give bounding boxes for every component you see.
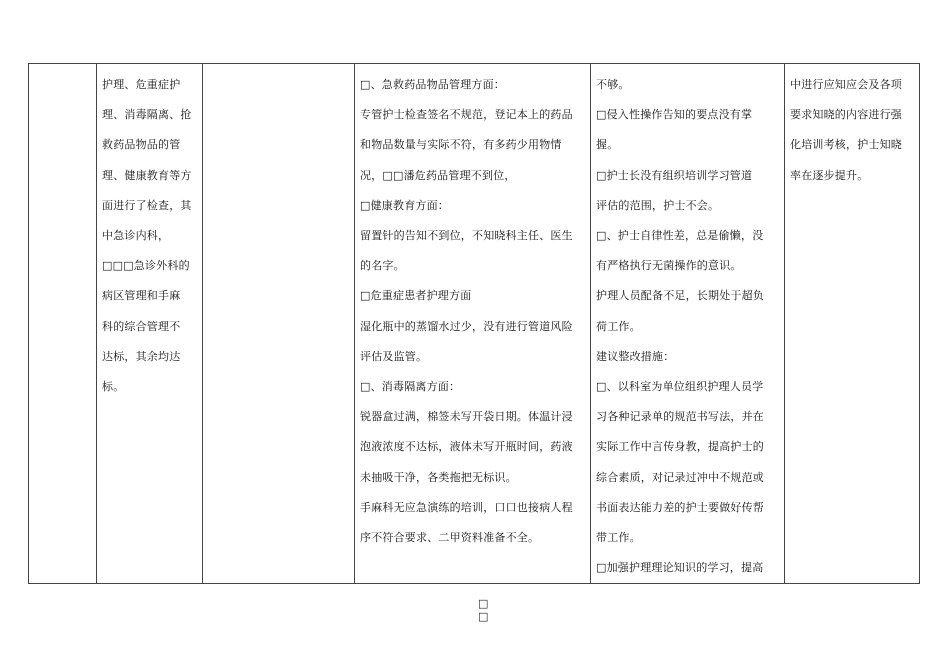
text-line: 序不符合要求、二甲资料准备不全。: [360, 531, 540, 545]
cell-empty: [203, 64, 355, 584]
text-line: 面进行了检查，其: [102, 198, 192, 212]
page-footer: [478, 597, 488, 623]
text-line: 未抽吸干净，各类拖把无标识。: [360, 470, 517, 484]
text-line: 中急诊内科，: [102, 229, 170, 243]
text-line: 标。: [102, 380, 125, 394]
text-line: □护士长没有组织培训学习管道: [596, 168, 753, 182]
text-line: 留置针的告知不到位，不知晓科主任、医生: [360, 229, 573, 243]
text-line: 和物品数量与实际不符，有多药少用物情: [360, 138, 562, 152]
text-line: □健康教育方面：: [360, 198, 449, 212]
text-line: 评估的范围，护士不会。: [596, 198, 720, 212]
text-line: □、护士自律性差，总是偷懒，没: [596, 229, 764, 243]
text-line: 护理人员配备不足，长期处于超负: [596, 289, 764, 303]
text-line: 不够。: [596, 78, 630, 91]
table-row: [29, 64, 920, 584]
cell-results: [785, 64, 920, 584]
footer-mark: □: [478, 597, 489, 610]
text-line: 书面表达能力差的护士要做好传帮: [596, 500, 764, 514]
cell-inspection-summary: [97, 64, 203, 584]
text-line: □□□急诊外科的: [102, 259, 190, 273]
text-line: □侵入性操作告知的要点没有掌: [596, 108, 753, 122]
text-line: 救药品物品的管: [102, 138, 181, 152]
text-line: 带工作。: [596, 531, 641, 545]
text-line: 科的综合管理不: [102, 319, 181, 333]
text-line: □、消毒隔离方面：: [360, 380, 461, 394]
text-line: 专管护士检查签名不规范，登记本上的药品: [360, 108, 573, 122]
text-line: 护理、危重症护: [102, 78, 181, 91]
text-line: 率在逐步提升。: [790, 168, 869, 182]
text-line: 锐器盒过满，棉签未写开袋日期。体温计浸: [360, 410, 573, 424]
cell-problems-found: [355, 64, 591, 584]
text-line: 况，□□潘危药品管理不到位，: [360, 168, 516, 182]
text-line: 评估及监管。: [360, 349, 428, 363]
text-line: 手麻科无应急演练的培训，口口也接病人程: [360, 500, 573, 514]
text-line: 建议整改措施：: [596, 349, 675, 363]
text-line: 荷工作。: [596, 319, 641, 333]
text-line: □危重症患者护理方面: [360, 289, 472, 303]
cell-department: [29, 64, 97, 584]
text-line: 达标，其余均达: [102, 349, 181, 363]
text-line: 握。: [596, 138, 619, 152]
text-line: 病区管理和手麻: [102, 289, 181, 303]
text-line: □、以科室为单位组织护理人员学: [596, 380, 764, 394]
text-line: 化培训考核，护士知晓: [790, 138, 902, 152]
text-line: 实际工作中言传身教，提高护士的: [596, 440, 764, 454]
text-line: □、急救药品物品管理方面：: [360, 78, 505, 91]
text-line: 中进行应知应会及各项: [790, 78, 902, 91]
footer-mark: □: [478, 610, 489, 623]
text-line: 理、健康教育等方: [102, 168, 192, 182]
inspection-table: [28, 63, 920, 584]
text-line: 的名字。: [360, 259, 405, 273]
text-line: 理、消毒隔离、抢: [102, 108, 192, 122]
text-line: 习各种记录单的规范书写法，并在: [596, 410, 764, 424]
text-line: 泡液浓度不达标，液体未写开瓶时间，药液: [360, 440, 573, 454]
text-line: 有严格执行无菌操作的意识。: [596, 259, 742, 273]
cell-analysis-and-measures: [591, 64, 785, 584]
text-line: 湿化瓶中的蒸馏水过少，没有进行管道风险: [360, 319, 573, 333]
text-line: 要求知晓的内容进行强: [790, 108, 902, 122]
text-line: 综合素质，对记录过冲中不规范或: [596, 470, 764, 484]
text-line: □加强护理理论知识的学习，提高: [596, 561, 764, 575]
